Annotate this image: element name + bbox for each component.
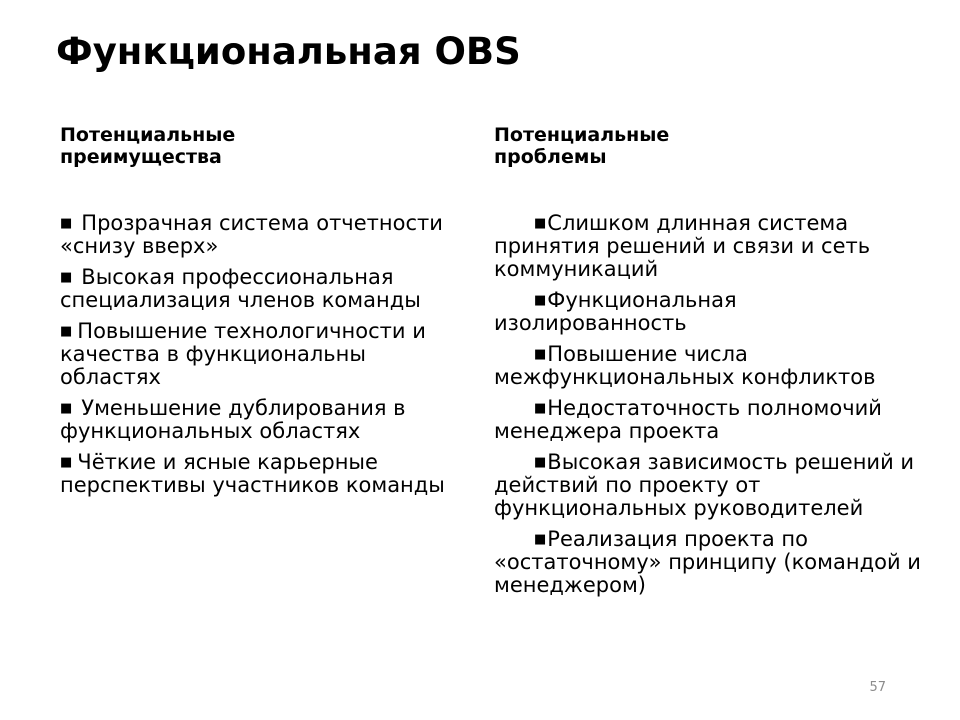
advantage-item-text: Высокая профессиональная специализация членов команды bbox=[60, 265, 421, 312]
square-bullet-icon: ■ bbox=[534, 293, 547, 308]
problem-item bbox=[494, 289, 924, 335]
advantage-item bbox=[60, 397, 460, 443]
problems-list bbox=[494, 212, 924, 597]
advantages-heading: Потенциальные преимущества bbox=[60, 124, 236, 168]
advantage-item bbox=[60, 451, 460, 497]
square-bullet-icon: ■ bbox=[534, 401, 547, 416]
square-bullet-icon: ■ bbox=[534, 347, 547, 362]
slide-title: Функциональная OBS bbox=[56, 30, 521, 73]
square-bullet-icon: ■ bbox=[534, 216, 547, 231]
problem-item bbox=[494, 397, 924, 443]
advantage-item bbox=[60, 266, 460, 312]
advantage-item-text: Уменьшение дублирования в функциональных областях bbox=[60, 396, 406, 443]
problems-heading: Потенциальные проблемы bbox=[494, 124, 670, 168]
problem-item bbox=[494, 343, 924, 389]
advantage-item bbox=[60, 212, 460, 258]
problem-item-text: Реализация проекта по «остаточному» принципу (командой и менеджером) bbox=[494, 527, 921, 597]
problem-item-text: Высокая зависимость решений и действий по проекту от функциональных руководителей bbox=[494, 450, 915, 520]
problems-column bbox=[494, 124, 924, 605]
advantage-item-text: Чёткие и ясные карьерные перспективы участников команды bbox=[60, 450, 445, 497]
square-bullet-icon: ■ bbox=[60, 270, 73, 285]
problem-item-text: Функциональная изолированность bbox=[494, 288, 737, 335]
problem-item bbox=[494, 451, 924, 520]
problem-item-text: Слишком длинная система принятия решений и связи и сеть коммуникаций bbox=[494, 211, 871, 281]
problem-item bbox=[494, 212, 924, 281]
advantage-item-text: Повышение технологичности и качества в функциональны областях bbox=[60, 319, 426, 389]
advantage-item bbox=[60, 320, 460, 389]
advantages-list bbox=[60, 212, 460, 497]
problem-item bbox=[494, 528, 924, 597]
square-bullet-icon: ■ bbox=[60, 324, 73, 339]
problem-item-text: Повышение числа межфункциональных конфликтов bbox=[494, 342, 876, 389]
problem-item-text: Недостаточность полномочий менеджера проекта bbox=[494, 396, 882, 443]
square-bullet-icon: ■ bbox=[60, 455, 73, 470]
square-bullet-icon: ■ bbox=[60, 401, 73, 416]
square-bullet-icon: ■ bbox=[60, 216, 73, 231]
square-bullet-icon: ■ bbox=[534, 532, 547, 547]
square-bullet-icon: ■ bbox=[534, 455, 547, 470]
page-number: 57 bbox=[869, 680, 886, 695]
advantages-column bbox=[60, 124, 460, 505]
advantage-item-text: Прозрачная система отчетности «снизу вверх» bbox=[60, 211, 443, 258]
